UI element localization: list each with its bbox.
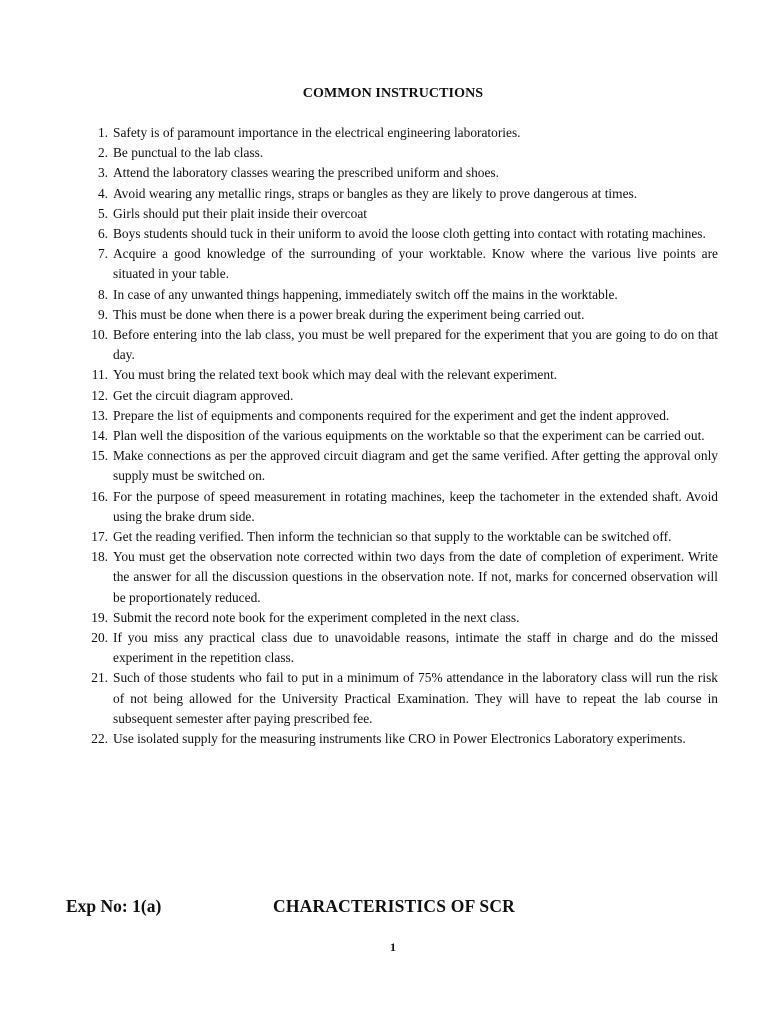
instruction-text: For the purpose of speed measurement in rotating machines, keep the tachometer in the extended shaft. Avoid using the brake drum side. bbox=[113, 488, 718, 524]
instruction-number: 6. bbox=[97, 226, 108, 242]
instruction-item bbox=[84, 143, 718, 163]
instruction-number: 7. bbox=[97, 246, 108, 262]
instruction-number: 21. bbox=[91, 670, 108, 686]
instruction-item bbox=[84, 729, 718, 749]
instruction-text: You must bring the related text book which may deal with the relevant experiment. bbox=[113, 367, 558, 383]
instruction-item bbox=[84, 285, 718, 305]
section-heading: COMMON INSTRUCTIONS bbox=[302, 86, 484, 101]
instruction-number: 19. bbox=[91, 609, 108, 625]
instruction-text: Get the circuit diagram approved. bbox=[113, 387, 294, 403]
instruction-number: 1. bbox=[97, 125, 108, 140]
instruction-item bbox=[84, 446, 718, 486]
instruction-text: Acquire a good knowledge of the surrounding of your worktable. Know where the various live points are situated in your table. bbox=[113, 246, 718, 282]
instruction-text: Be punctual to the lab class. bbox=[113, 145, 264, 161]
instruction-text: Avoid wearing any metallic rings, straps or bangles as they are likely to prove dangerous at times. bbox=[113, 185, 638, 201]
instruction-text: Such of those students who fail to put in a minimum of 75% attendance in the laboratory class will run the risk of not being allowed for the University Practical Examination. They will have to repeat the lab course in subsequent semester after paying prescribed fee. bbox=[113, 670, 718, 726]
instruction-item bbox=[84, 608, 718, 628]
instruction-item bbox=[84, 365, 718, 385]
instruction-item bbox=[84, 224, 718, 244]
instruction-number: 4. bbox=[97, 185, 108, 201]
instruction-number: 13. bbox=[91, 407, 108, 423]
instruction-item bbox=[84, 163, 718, 183]
instruction-text: Submit the record note book for the experiment completed in the next class. bbox=[113, 609, 520, 625]
instructions-list bbox=[84, 123, 718, 749]
instruction-number: 10. bbox=[91, 327, 108, 343]
instruction-item bbox=[84, 204, 718, 224]
instruction-item bbox=[84, 406, 718, 426]
instruction-number: 20. bbox=[91, 630, 108, 646]
instruction-number: 9. bbox=[97, 306, 108, 322]
instruction-number: 14. bbox=[91, 428, 108, 444]
instruction-text: Use isolated supply for the measuring instruments like CRO in Power Electronics Laboratory experiments. bbox=[113, 731, 686, 747]
instruction-text: Girls should put their plait inside their overcoat bbox=[113, 205, 367, 221]
instruction-item bbox=[84, 628, 718, 668]
experiment-title: CHARACTERISTICS OF SCR bbox=[273, 896, 515, 916]
instruction-number: 3. bbox=[97, 165, 108, 181]
instruction-item bbox=[84, 386, 718, 406]
instruction-item bbox=[84, 244, 718, 284]
instruction-text: If you miss any practical class due to unavoidable reasons, intimate the staff in charge and do the missed experiment in the repetition class. bbox=[113, 630, 718, 666]
page-number: 1 bbox=[390, 940, 396, 954]
instruction-item bbox=[84, 668, 718, 729]
instruction-number: 12. bbox=[91, 387, 108, 403]
instruction-text: You must get the observation note corrected within two days from the date of completion of experiment. Write the answer for all the discussion questions in the observation note. If not, marks for concerned observation will be proportionately reduced. bbox=[113, 549, 718, 605]
instruction-text: Before entering into the lab class, you must be well prepared for the experiment that you are going to do on that day. bbox=[113, 327, 718, 363]
instruction-item bbox=[84, 527, 718, 547]
instruction-number: 11. bbox=[91, 367, 108, 383]
instruction-item bbox=[84, 305, 718, 325]
instruction-text: This must be done when there is a power break during the experiment being carried out. bbox=[113, 306, 585, 322]
instruction-number: 16. bbox=[91, 488, 108, 504]
instruction-text: Plan well the disposition of the various equipments on the worktable so that the experiment can be carried out. bbox=[113, 428, 705, 444]
instruction-number: 18. bbox=[91, 549, 108, 565]
instruction-item bbox=[84, 123, 718, 143]
experiment-header bbox=[66, 896, 706, 920]
instruction-number: 2. bbox=[97, 145, 108, 161]
instruction-number: 22. bbox=[91, 731, 108, 747]
instruction-item bbox=[84, 325, 718, 365]
instruction-number: 5. bbox=[97, 205, 108, 221]
instruction-number: 17. bbox=[91, 529, 108, 545]
instruction-text: Make connections as per the approved circuit diagram and get the same verified. After getting the approval only supply must be switched on. bbox=[113, 448, 718, 484]
experiment-number: Exp No: 1(a) bbox=[66, 896, 162, 916]
instruction-number: 8. bbox=[97, 286, 108, 302]
instruction-text: Safety is of paramount importance in the electrical engineering laboratories. bbox=[113, 125, 521, 140]
instruction-text: Prepare the list of equipments and components required for the experiment and get the indent approved. bbox=[113, 407, 670, 423]
instruction-item bbox=[84, 547, 718, 608]
instruction-text: Attend the laboratory classes wearing the prescribed uniform and shoes. bbox=[113, 165, 499, 181]
instruction-number: 15. bbox=[91, 448, 108, 464]
instruction-text: Get the reading verified. Then inform the technician so that supply to the worktable can be switched off. bbox=[113, 529, 672, 545]
instruction-text: In case of any unwanted things happening, immediately switch off the mains in the worktable. bbox=[113, 286, 618, 302]
instruction-item bbox=[84, 184, 718, 204]
instruction-item bbox=[84, 426, 718, 446]
instruction-item bbox=[84, 487, 718, 527]
instruction-text: Boys students should tuck in their uniform to avoid the loose cloth getting into contact with rotating machines. bbox=[113, 226, 706, 242]
